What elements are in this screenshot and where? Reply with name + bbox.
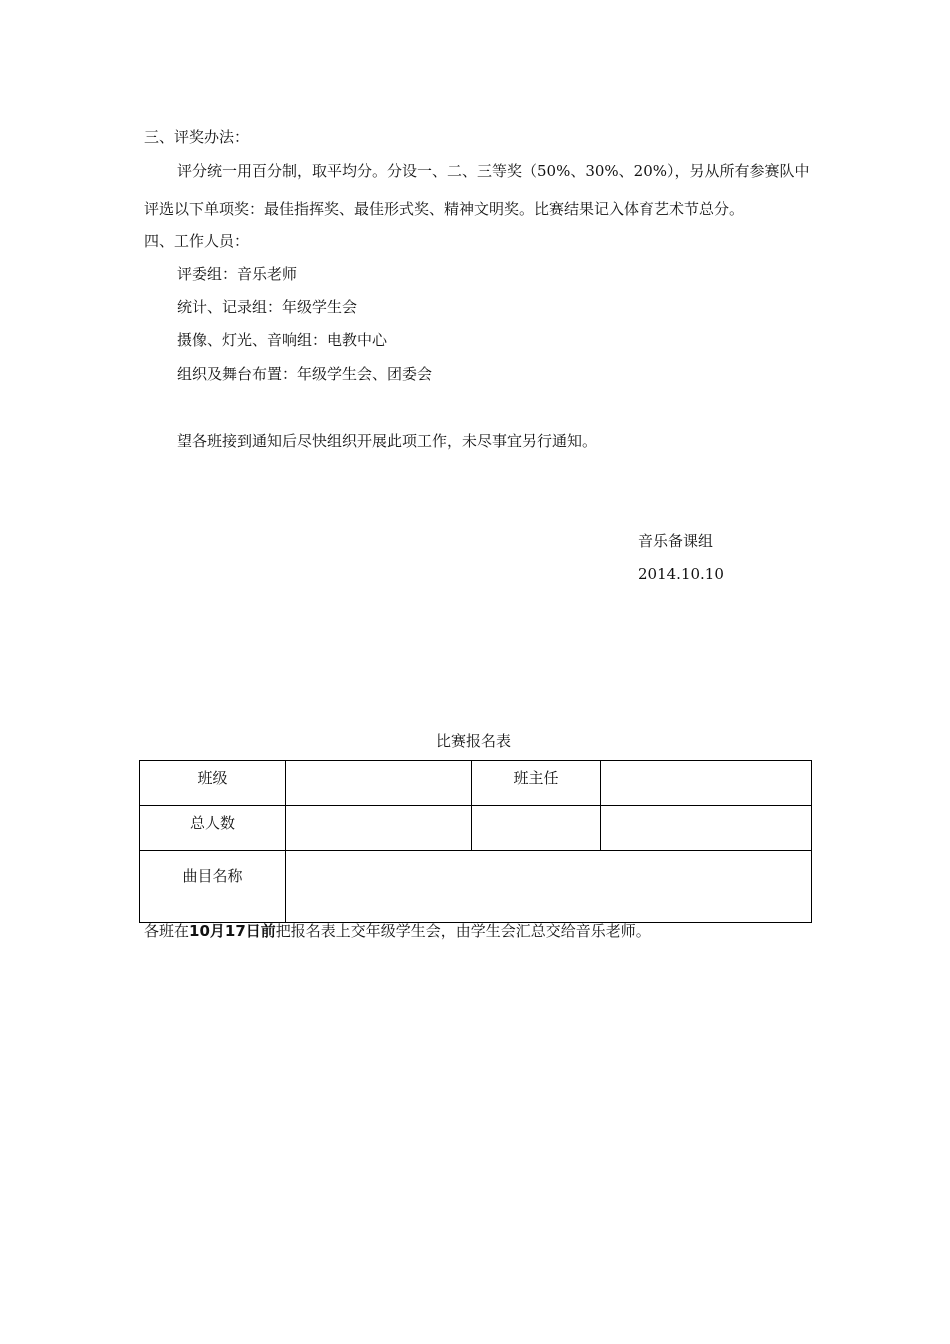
footer-note bbox=[144, 921, 651, 941]
form-title: 比赛报名表 bbox=[436, 732, 512, 750]
section3-paragraph-line2: 评选以下单项奖：最佳指挥奖、最佳形式奖、精神文明奖。比赛结果记入体育艺术节总分。 bbox=[144, 200, 745, 218]
song-name-label: 曲目名称 bbox=[140, 851, 286, 923]
footer-deadline: 10月17日前 bbox=[189, 922, 276, 940]
table-row bbox=[140, 761, 812, 806]
section4-heading: 四、工作人员： bbox=[144, 232, 250, 250]
signature-date: 2014.10.10 bbox=[638, 565, 724, 583]
staff-item-records: 统计、记录组：年级学生会 bbox=[177, 298, 358, 316]
staff-item-judges: 评委组：音乐老师 bbox=[177, 265, 298, 283]
signature-org: 音乐备课组 bbox=[638, 532, 714, 550]
class-input-cell[interactable] bbox=[286, 761, 472, 806]
table-row bbox=[140, 851, 812, 923]
section3-heading: 三、评奖办法： bbox=[144, 128, 250, 146]
staff-item-av: 摄像、灯光、音响组：电教中心 bbox=[177, 331, 388, 349]
footer-suffix: 把报名表上交年级学生会，由学生会汇总交给音乐老师。 bbox=[275, 922, 651, 940]
section3-paragraph-line1: 评分统一用百分制，取平均分。分设一、二、三等奖（50%、30%、20%），另从所有参赛队中 bbox=[177, 162, 810, 180]
class-label: 班级 bbox=[140, 761, 286, 806]
staff-item-stage: 组织及舞台布置：年级学生会、团委会 bbox=[177, 365, 433, 383]
total-people-label: 总人数 bbox=[140, 806, 286, 851]
total-people-input-cell[interactable] bbox=[286, 806, 472, 851]
head-teacher-label: 班主任 bbox=[472, 761, 601, 806]
footer-prefix: 各班在 bbox=[144, 922, 190, 940]
empty-cell[interactable] bbox=[601, 806, 812, 851]
notice-text: 望各班接到通知后尽快组织开展此项工作，未尽事宜另行通知。 bbox=[177, 432, 598, 450]
registration-form-table bbox=[139, 760, 812, 923]
head-teacher-input-cell[interactable] bbox=[601, 761, 812, 806]
empty-cell[interactable] bbox=[472, 806, 601, 851]
table-row bbox=[140, 806, 812, 851]
song-name-input-cell[interactable] bbox=[286, 851, 812, 923]
